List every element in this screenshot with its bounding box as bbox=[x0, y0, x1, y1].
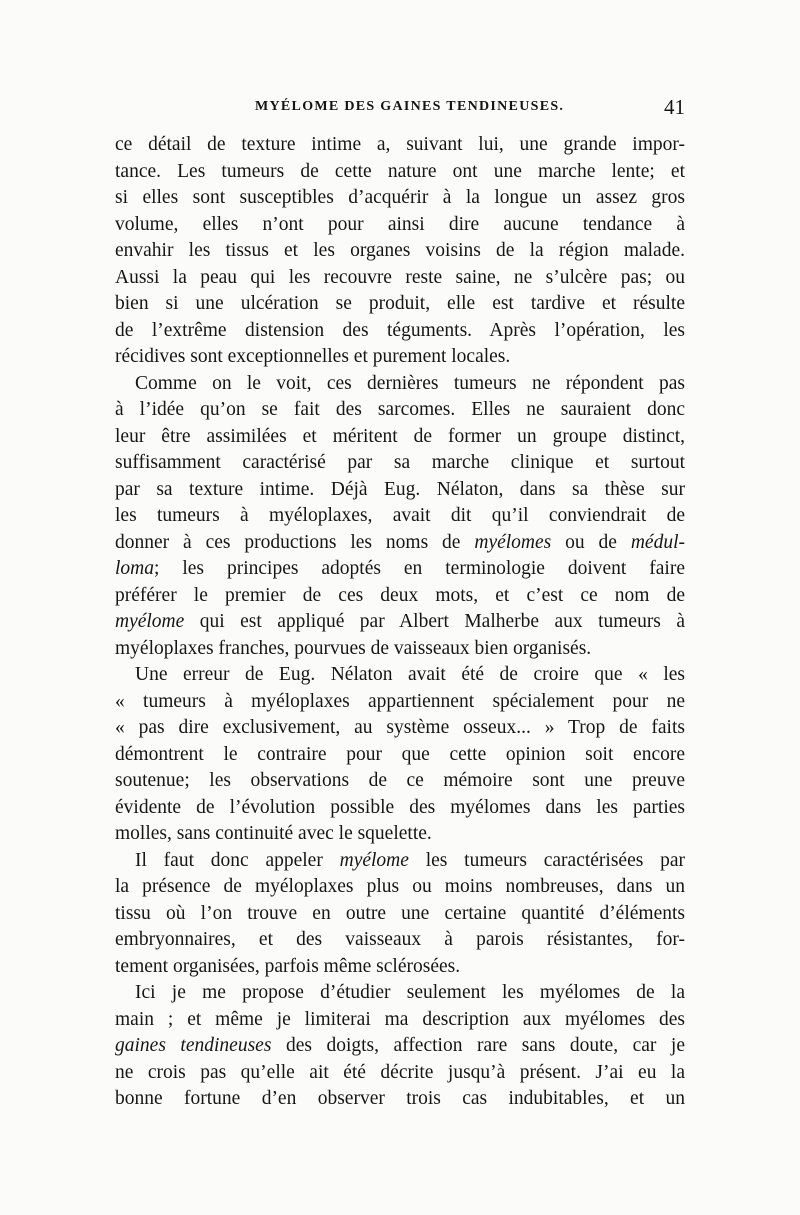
text-segment: ce détail de texture intime a, suivant lui, une grande impor- bbox=[115, 134, 685, 155]
text-line bbox=[115, 530, 685, 557]
text-line bbox=[115, 689, 685, 716]
italic-term: myélome bbox=[339, 849, 409, 871]
text-line bbox=[115, 132, 685, 159]
text-segment: qui est appliqué par Albert Malherbe aux tumeurs à bbox=[184, 611, 685, 632]
text-line bbox=[115, 265, 685, 292]
text-segment: ; les principes adoptés en terminologie doivent faire bbox=[154, 558, 685, 579]
text-line bbox=[115, 901, 685, 928]
text-line bbox=[115, 291, 685, 318]
text-line bbox=[115, 371, 685, 398]
text-line bbox=[115, 1033, 685, 1060]
text-segment: évidente de l’évolution possible des myélomes dans les parties bbox=[115, 796, 685, 818]
text-segment: les tumeurs à myéloplaxes, avait dit qu’il conviendrait de bbox=[115, 505, 685, 526]
page-header bbox=[115, 97, 685, 125]
text-segment: suffisamment caractérisé par sa marche clinique et surtout bbox=[115, 452, 685, 473]
text-line bbox=[115, 1007, 685, 1034]
italic-term: loma bbox=[115, 558, 154, 579]
text-segment: de l’extrême distension des téguments. Après l’opération, les bbox=[115, 319, 685, 341]
text-segment: « pas dire exclusivement, au système osseux... » Trop de faits bbox=[115, 717, 685, 738]
italic-term: myélomes bbox=[474, 531, 552, 553]
text-segment: main ; et même je limiterai ma description aux myélomes des bbox=[115, 1008, 685, 1030]
text-line bbox=[115, 874, 685, 901]
text-line bbox=[115, 1086, 685, 1113]
text-segment: récidives sont exceptionnelles et purement locales. bbox=[115, 346, 511, 367]
running-title: MYÉLOME DES GAINES TENDINEUSES. bbox=[255, 99, 565, 114]
text-line bbox=[115, 795, 685, 822]
text-line bbox=[115, 212, 685, 239]
text-segment: leur être assimilées et méritent de former un groupe distinct, bbox=[115, 425, 685, 447]
italic-term: médul- bbox=[630, 531, 685, 553]
text-segment: donner à ces productions les noms de bbox=[115, 531, 475, 553]
text-segment: myéloplaxes franches, pourvues de vaisseaux bien organisés. bbox=[115, 637, 592, 659]
text-segment: volume, elles n’ont pour ainsi dire aucune tendance à bbox=[115, 213, 685, 235]
text-line bbox=[115, 954, 685, 981]
text-segment: Une erreur de Eug. Nélaton avait été de croire que « les bbox=[135, 664, 685, 685]
text-segment: Ici je me propose d’étudier seulement les myélomes de la bbox=[135, 982, 685, 1003]
text-line bbox=[115, 238, 685, 265]
text-line bbox=[115, 636, 685, 663]
italic-term: myélome bbox=[115, 611, 185, 632]
text-segment: ou de bbox=[551, 531, 631, 553]
text-segment: embryonnaires, et des vaisseaux à parois résistantes, for- bbox=[115, 929, 685, 950]
text-segment: à l’idée qu’on se fait des sarcomes. Elles ne sauraient donc bbox=[115, 399, 685, 420]
text-segment: tement organisées, parfois même sclérosées. bbox=[115, 955, 461, 977]
text-line bbox=[115, 185, 685, 212]
text-segment: soutenue; les observations de ce mémoire sont une preuve bbox=[115, 770, 685, 791]
text-segment: tance. Les tumeurs de cette nature ont une marche lente; et bbox=[115, 160, 685, 182]
text-segment: préférer le premier de ces deux mots, et c’est ce nom de bbox=[115, 584, 685, 606]
text-segment: des doigts, affection rare sans doute, car je bbox=[271, 1035, 686, 1056]
italic-term: gaines tendineuses bbox=[115, 1035, 272, 1056]
text-line bbox=[115, 768, 685, 795]
text-segment: « tumeurs à myéloplaxes appartiennent spécialement pour ne bbox=[115, 690, 685, 712]
text-line bbox=[115, 821, 685, 848]
text-line bbox=[115, 848, 685, 875]
text-line bbox=[115, 344, 685, 371]
text-segment: Aussi la peau qui les recouvre reste saine, ne s’ulcère pas; ou bbox=[115, 266, 685, 288]
text-segment: envahir les tissus et les organes voisins de la région malade. bbox=[115, 240, 685, 261]
text-line bbox=[115, 318, 685, 345]
text-line bbox=[115, 609, 685, 636]
text-line bbox=[115, 159, 685, 186]
text-line bbox=[115, 503, 685, 530]
text-line bbox=[115, 583, 685, 610]
text-segment: si elles sont susceptibles d’acquérir à la longue un assez gros bbox=[115, 187, 685, 208]
text-line bbox=[115, 450, 685, 477]
text-line bbox=[115, 397, 685, 424]
text-line bbox=[115, 556, 685, 583]
page-number: 41 bbox=[664, 95, 685, 119]
text-segment: Comme on le voit, ces dernières tumeurs ne répondent pas bbox=[135, 372, 685, 394]
text-segment: démontrent le contraire pour que cette opinion soit encore bbox=[115, 743, 685, 765]
text-segment: ne crois pas qu’elle ait été décrite jusqu’à présent. J’ai eu la bbox=[115, 1061, 685, 1083]
text-line bbox=[115, 980, 685, 1007]
text-line bbox=[115, 1060, 685, 1087]
text-line bbox=[115, 742, 685, 769]
text-segment: bien si une ulcération se produit, elle est tardive et résulte bbox=[115, 293, 685, 314]
text-segment: par sa texture intime. Déjà Eug. Nélaton, dans sa thèse sur bbox=[115, 478, 685, 500]
text-segment: la présence de myéloplaxes plus ou moins nombreuses, dans un bbox=[115, 876, 685, 897]
text-segment: molles, sans continuité avec le squelette. bbox=[115, 823, 432, 844]
text-line bbox=[115, 715, 685, 742]
text-line bbox=[115, 477, 685, 504]
text-segment: tissu où l’on trouve en outre une certaine quantité d’éléments bbox=[115, 902, 685, 924]
body-text bbox=[115, 132, 685, 1113]
text-line bbox=[115, 927, 685, 954]
text-segment: les tumeurs caractérisées par bbox=[408, 849, 686, 871]
text-segment: Il faut donc appeler bbox=[135, 849, 340, 871]
text-line bbox=[115, 662, 685, 689]
text-segment: bonne fortune d’en observer trois cas indubitables, et un bbox=[115, 1088, 685, 1109]
text-line bbox=[115, 424, 685, 451]
